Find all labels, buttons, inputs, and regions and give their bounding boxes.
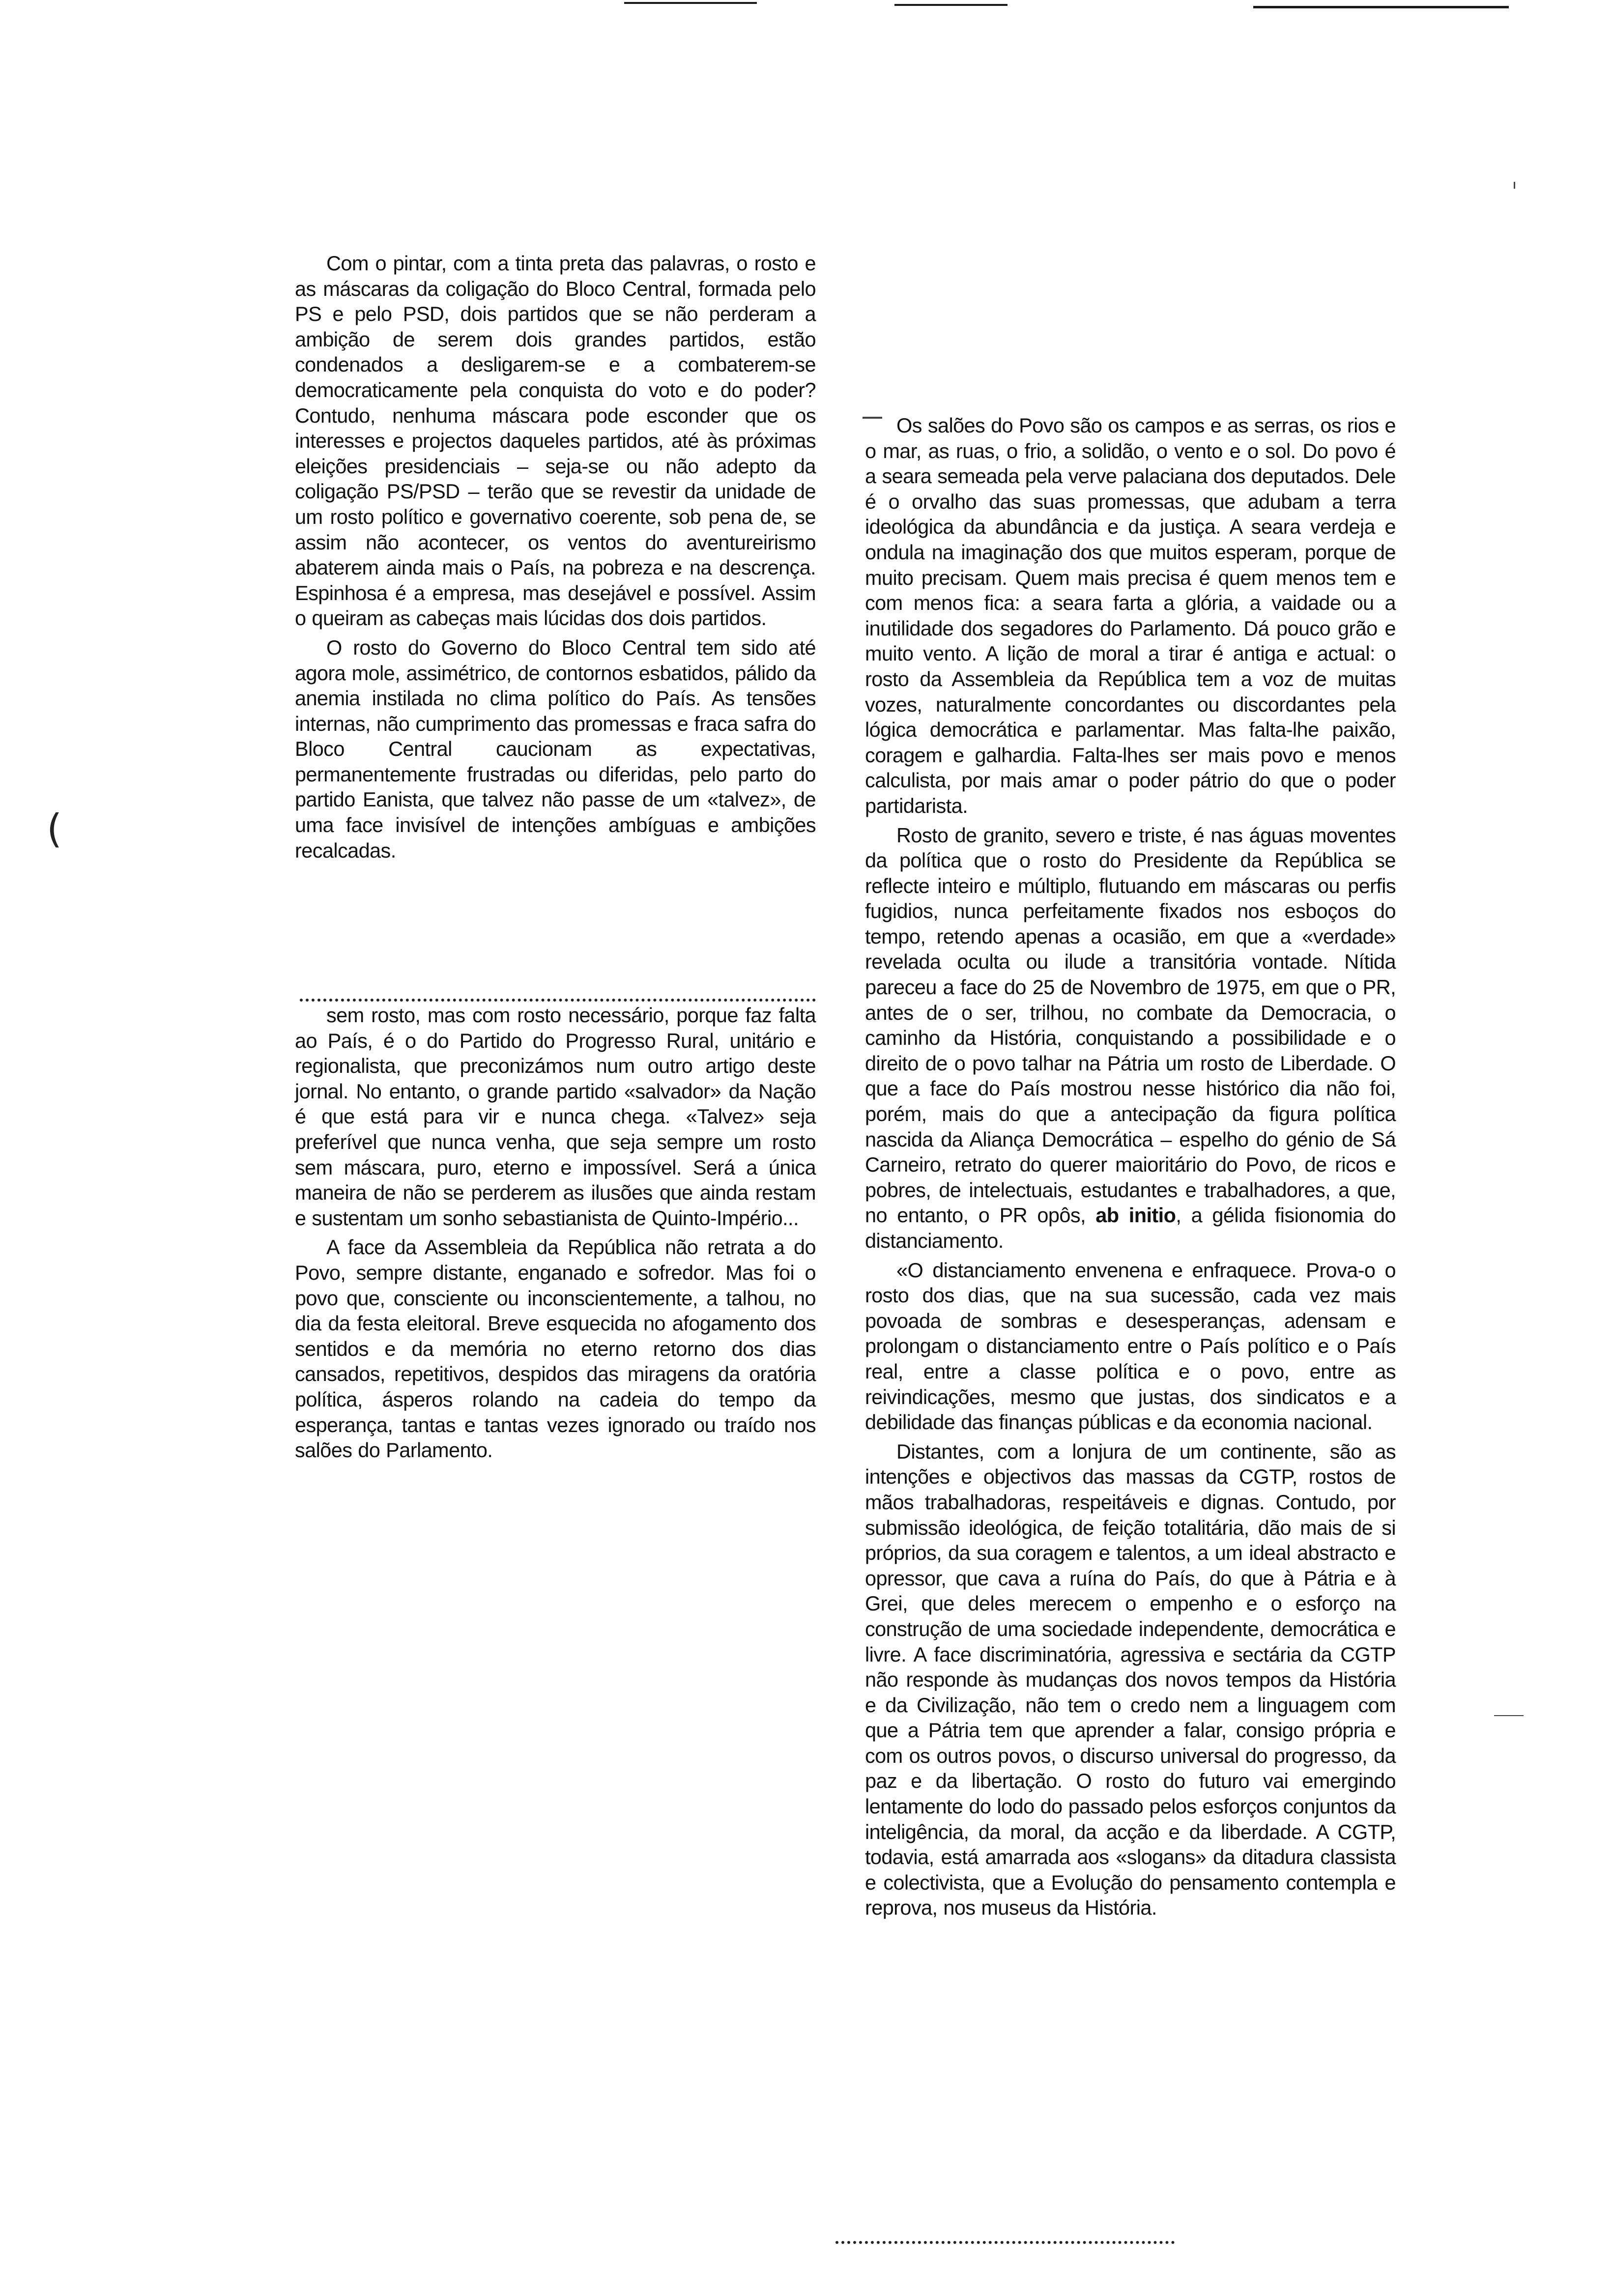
- article-column-left-bottom: [295, 1003, 816, 1463]
- paragraph: Os salões do Povo são os campos e as serras, os rios e o mar, as ruas, o frio, a solidão, o vento e o sol. Do povo é a seara semeada pela verve palaciana dos deputados. Dele é o orvalho das suas promessas, que adubam a terra ideológica da abundância e da justiça. A seara verdeja e ondula na imaginação dos que muitos esperam, porque de muito precisam. Quem mais precisa é quem menos tem e com menos fica: a seara farta a glória, a vaidade ou a inutilidade dos segadores do Parlamento. Dá pouco grão e muito vento. A lição de moral a tirar é antiga e actual: o rosto da Assembleia da República tem a voz de muitas vozes, naturalmente concordantes ou discordantes pela lógica democrática e parlamentar. Mas falta-lhe paixão, coragem e galhardia. Falta-lhes ser mais povo e menos calculista, por mais amar o poder pátrio do que o poder partidarista.: [865, 414, 1396, 817]
- col-gap-tick: [863, 417, 882, 419]
- scan-artifact-top-3: [1253, 6, 1509, 8]
- paragraph: A face da Assembleia da República não retrata a do Povo, sempre distante, enganado e sofredor. Mas foi o povo que, consciente ou inconscientemente, a talhou, no dia da festa eleitoral. Breve esquecida no afogamento dos sentidos e da memória no eterno retorno dos dias cansados, repetitivos, despidos das miragens da oratória política, ásperos rolando na cadeia do tempo da esperança, tantas e tantas vezes ignorado ou traído nos salões do Parlamento.: [295, 1235, 816, 1462]
- clipping-divider: [300, 999, 816, 1002]
- paragraph: «O distanciamento envenena e enfraquece. Prova-o o rosto dos dias, que na sua sucessão, cada vez mais povoada de sombras e desesperanças, adensam e prolongam o distanciamento entre o País político e o País real, entre a classe política e o povo, entre as reivindicações, mesmo que justas, dos sindicatos e a debilidade das finanças públicas e da economia nacional.: [865, 1258, 1396, 1434]
- article-column-left-top: [295, 251, 816, 863]
- left-margin-bracket: (: [47, 806, 62, 852]
- paragraph: Com o pintar, com a tinta preta das palavras, o rosto e as máscaras da coligação do Bloco Central, formada pelo PS e pelo PSD, dois partidos que se não perderam a ambição de serem dois grandes partidos, estão condenados a desligarem-se e a combaterem-se democraticamente pela conquista do voto e do poder? Contudo, nenhuma máscara pode esconder que os interesses e projectos daqueles partidos, até às próximas eleições presidenciais – seja-se ou não adepto da coligação PS/PSD – terão que se revestir da unidade de um rosto político e governativo coerente, sob pena de, se assim não acontecer, os ventos do aventureirismo abaterem ainda mais o País, na pobreza e na descrença. Espinhosa é a empresa, mas desejável e possível. Assim o queiram as cabeças mais lúcidas dos dois partidos.: [295, 252, 816, 630]
- paragraph: [865, 823, 1396, 1254]
- paragraph: Distantes, com a lonjura de um continente, são as intenções e objectivos das massas da CGTP, rostos de mãos trabalhadoras, respeitáveis e dignas. Contudo, por submissão ideológica, de feição totalitária, dão mais de si próprios, da sua coragem e talentos, a um ideal abstracto e opressor, que cava a ruína do País, do que à Pátria e à Grei, que deles merecem o empenho e o esforço na construção de uma sociedade independente, democrática e livre. A face discriminatória, agressiva e sectária da CGTP não responde às mudanças dos novos tempos da História e da Civilização, não tem o credo nem a linguagem com que a Pátria tem que aprender a falar, consigo própria e com os outros povos, o discurso universal do progresso, da paz e da libertação. O rosto do futuro vai emergindo lentamente do lodo do passado pelos esforços conjuntos da inteligência, da moral, da acção e da liberdade. A CGTP, todavia, está amarrada aos «slogans» da ditadura classista e colectivista, que a Evolução do pensamento contempla e reprova, nos museus da História.: [865, 1439, 1396, 1920]
- paragraph: sem rosto, mas com rosto necessário, porque faz falta ao País, é o do Partido do Progresso Rural, unitário e regionalista, que preconizámos num outro artigo deste jornal. No entanto, o grande partido «salvador» da Nação é que está para vir e nunca chega. «Talvez» seja preferível que nunca venha, que seja sempre um rosto sem máscara, puro, eterno e impossível. Será a única maneira de não se perderem as ilusões que ainda restam e sustentam um sonho sebastianista de Quinto-Império...: [295, 1004, 816, 1230]
- right-margin-tick-2: [1494, 1715, 1524, 1716]
- clipping-divider-bottom: [835, 2241, 1175, 2244]
- paragraph-tail: , a gélida fisionomia do distanciamento.: [865, 1204, 1396, 1252]
- latin-emphasis: ab initio: [1095, 1204, 1176, 1227]
- paragraph: O rosto do Governo do Bloco Central tem sido até agora mole, assimétrico, de contornos esbatidos, pálido da anemia instilada no clima político do País. As tensões internas, não cumprimento das promessas e fraca safra do Bloco Central caucionam as expectativas, permanentemente frustradas ou diferidas, pelo parto do partido Eanista, que talvez não passe de um «talvez», de uma face invisível de intenções ambíguas e ambições recalcadas.: [295, 635, 816, 862]
- right-margin-tick-1: [1514, 182, 1515, 189]
- scan-artifact-top-1: [624, 2, 757, 4]
- scan-artifact-top-2: [894, 4, 1008, 6]
- article-column-right: [865, 413, 1396, 1921]
- paragraph-text: Rosto de granito, severo e triste, é nas águas moventes da política que o rosto do Presidente da República se reflecte inteiro e múltiplo, flutuando em máscaras ou perfis fugidios, nunca perfeitamente fixados nos esboços do tempo, retendo apenas a ocasião, em que a «verdade» revelada oculta ou ilude a transitória vontade. Nítida pareceu a face do 25 de Novembro de 1975, em que o PR, antes de o ser, trilhou, no combate da Democracia, o caminho da História, conquistando a possibilidade e o direito de o povo talhar na Pátria um rosto de Liberdade. O que a face do País mostrou nesse histórico dia não foi, porém, mais do que a antecipação da figura política nascida da Aliança Democrática – espelho do génio de Sá Carneiro, retrato do querer maioritário do Povo, de ricos e pobres, de intelectuais, estudantes e trabalhadores, a que, no entanto, o PR opôs,: [865, 823, 1396, 1227]
